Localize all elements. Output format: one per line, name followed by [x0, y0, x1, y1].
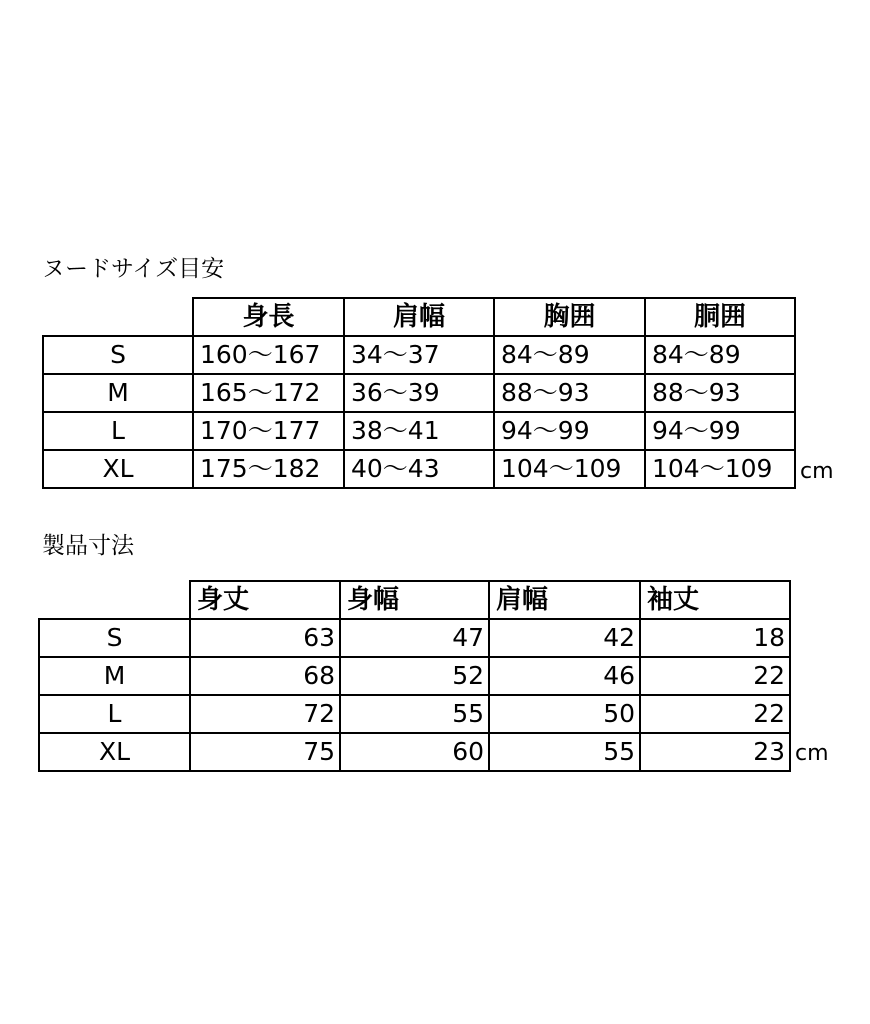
shoulder-cell: 42 [489, 619, 640, 657]
body-width-cell: 55 [340, 695, 489, 733]
header-shoulder-width: 肩幅 [344, 298, 494, 336]
shoulder-cell: 36～39 [344, 374, 494, 412]
table-row [39, 695, 790, 733]
body-length-cell: 63 [190, 619, 340, 657]
shoulder-cell: 46 [489, 657, 640, 695]
size-label: XL [43, 450, 193, 488]
height-cell: 175～182 [193, 450, 344, 488]
waist-cell: 94～99 [645, 412, 795, 450]
header-waist: 胴囲 [645, 298, 795, 336]
size-label: S [43, 336, 193, 374]
size-label: L [43, 412, 193, 450]
header-height: 身長 [193, 298, 344, 336]
chest-cell: 88～93 [494, 374, 645, 412]
shoulder-cell: 34～37 [344, 336, 494, 374]
body-width-cell: 52 [340, 657, 489, 695]
header-blank-cell [39, 581, 190, 619]
sleeve-length-cell: 23 [640, 733, 790, 771]
product-size-table [38, 580, 791, 772]
waist-cell: 104～109 [645, 450, 795, 488]
header-chest: 胸囲 [494, 298, 645, 336]
table-row [39, 733, 790, 771]
chest-cell: 84～89 [494, 336, 645, 374]
table-row [39, 619, 790, 657]
shoulder-cell: 55 [489, 733, 640, 771]
chest-cell: 94～99 [494, 412, 645, 450]
shoulder-cell: 40～43 [344, 450, 494, 488]
product-size-unit: cm [795, 741, 829, 766]
sleeve-length-cell: 18 [640, 619, 790, 657]
nude-size-title: ヌードサイズ目安 [42, 256, 225, 282]
body-length-cell: 68 [190, 657, 340, 695]
size-label: XL [39, 733, 190, 771]
table-row [39, 657, 790, 695]
table-row [43, 450, 795, 488]
table-row [43, 412, 795, 450]
header-body-width: 身幅 [340, 581, 489, 619]
nude-size-table [42, 297, 796, 489]
sleeve-length-cell: 22 [640, 695, 790, 733]
chest-cell: 104～109 [494, 450, 645, 488]
size-label: L [39, 695, 190, 733]
size-label: S [39, 619, 190, 657]
header-blank-cell [43, 298, 193, 336]
nude-size-unit: cm [800, 459, 834, 484]
height-cell: 165～172 [193, 374, 344, 412]
header-shoulder-width: 肩幅 [489, 581, 640, 619]
body-width-cell: 47 [340, 619, 489, 657]
nude-size-header-row [43, 298, 795, 336]
shoulder-cell: 38～41 [344, 412, 494, 450]
body-length-cell: 75 [190, 733, 340, 771]
header-body-length: 身丈 [190, 581, 340, 619]
sleeve-length-cell: 22 [640, 657, 790, 695]
shoulder-cell: 50 [489, 695, 640, 733]
header-sleeve-length: 袖丈 [640, 581, 790, 619]
size-label: M [43, 374, 193, 412]
waist-cell: 84～89 [645, 336, 795, 374]
table-row [43, 374, 795, 412]
body-width-cell: 60 [340, 733, 489, 771]
body-length-cell: 72 [190, 695, 340, 733]
height-cell: 160～167 [193, 336, 344, 374]
size-label: M [39, 657, 190, 695]
product-size-title: 製品寸法 [42, 533, 134, 559]
height-cell: 170～177 [193, 412, 344, 450]
waist-cell: 88～93 [645, 374, 795, 412]
product-size-header-row [39, 581, 790, 619]
table-row [43, 336, 795, 374]
